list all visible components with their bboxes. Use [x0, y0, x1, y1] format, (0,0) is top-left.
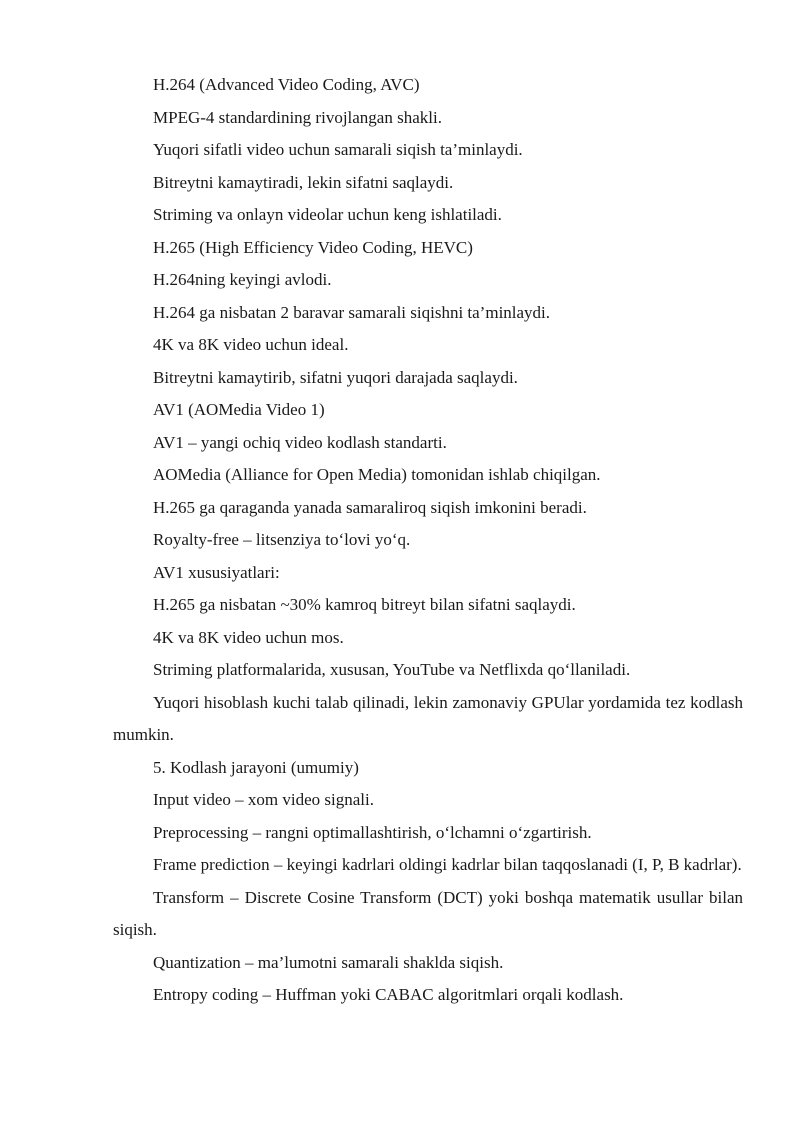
list-item: Input video – xom video signali. — [153, 790, 374, 809]
list-item: Quantization – ma’lumotni samarali shaklda siqish. — [153, 952, 504, 972]
list-item: Striming va onlayn videolar uchun keng ishlatiladi. — [153, 205, 502, 224]
list-item: MPEG-4 standardining rivojlangan shakli. — [153, 107, 442, 127]
list-item: Entropy coding – Huffman yoki CABAC algoritmlari orqali kodlash. — [153, 985, 624, 1004]
list-item: Bitreytni kamaytiradi, lekin sifatni saqlaydi. — [153, 172, 454, 192]
heading-h265: H.265 (High Efficiency Video Coding, HEVC) — [153, 237, 473, 257]
list-item: H.265 ga qaraganda yanada samaraliroq siqish imkonini beradi. — [153, 497, 587, 517]
list-item: Transform – Discrete Cosine Transform (DCT) yoki boshqa matematik usullar bilan siqish. — [113, 887, 743, 939]
list-item: Striming platformalarida, xususan, YouTube va Netflixda qo‘llaniladi. — [153, 660, 631, 679]
document-page — [113, 69, 743, 1012]
list-item: AOMedia (Alliance for Open Media) tomonidan ishlab chiqilgan. — [153, 465, 601, 484]
list-item: Yuqori sifatli video uchun samarali siqish ta’minlaydi. — [153, 140, 523, 159]
heading-h264: H.264 (Advanced Video Coding, AVC) — [153, 75, 420, 94]
list-item: 4K va 8K video uchun mos. — [153, 627, 344, 647]
list-item: Royalty-free – litsenziya to‘lovi yo‘q. — [153, 530, 411, 549]
list-item: H.265 ga nisbatan ~30% kamroq bitreyt bilan sifatni saqlaydi. — [153, 595, 576, 614]
subheading-av1-features: AV1 xususiyatlari: — [153, 562, 280, 582]
list-item: H.264 ga nisbatan 2 baravar samarali siqishni ta’minlaydi. — [153, 302, 551, 322]
list-item: 4K va 8K video uchun ideal. — [153, 335, 349, 354]
list-item: Bitreytni kamaytirib, sifatni yuqori darajada saqlaydi. — [153, 367, 518, 387]
list-item: AV1 – yangi ochiq video kodlash standarti. — [153, 432, 447, 452]
list-item: H.264ning keyingi avlodi. — [153, 270, 332, 289]
list-item: Preprocessing – rangni optimallashtirish, o‘lchamni o‘zgartirish. — [153, 822, 592, 842]
heading-av1: AV1 (AOMedia Video 1) — [153, 400, 325, 419]
list-item: Frame prediction – keyingi kadrlari oldingi kadrlar bilan taqqoslanadi (I, P, B kadrlar). — [153, 855, 742, 874]
list-item: Yuqori hisoblash kuchi talab qilinadi, lekin zamonaviy GPUlar yordamida tez kodlash mumkin. — [113, 692, 743, 744]
section-heading-encoding-process: 5. Kodlash jarayoni (umumiy) — [153, 757, 359, 777]
